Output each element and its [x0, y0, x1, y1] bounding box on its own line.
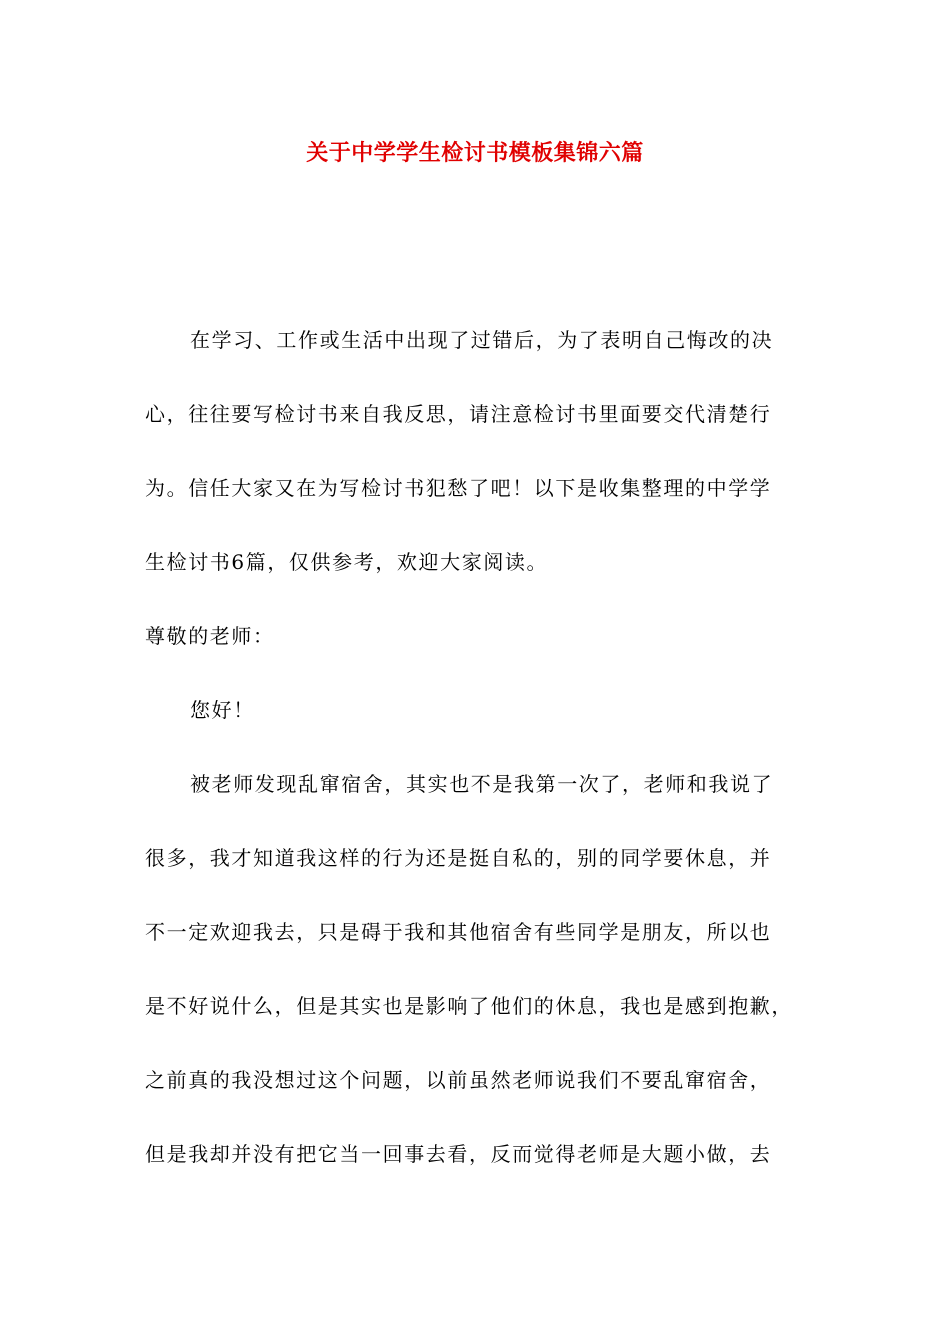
- salutation: 尊敬的老师：: [145, 624, 275, 648]
- paragraph-line: 很多，我才知道我这样的行为还是挺自私的，别的同学要休息，并: [145, 846, 772, 870]
- paragraph-line: 不一定欢迎我去，只是碍于我和其他宿舍有些同学是朋友，所以也: [145, 920, 772, 944]
- document-title: 关于中学学生检讨书模板集锦六篇: [306, 141, 644, 166]
- greeting: 您好！: [190, 698, 255, 722]
- paragraph-line: 生检讨书6篇，仅供参考，欢迎大家阅读。: [145, 550, 549, 574]
- paragraph-line: 但是我却并没有把它当一回事去看，反而觉得老师是大题小做，去: [145, 1142, 772, 1166]
- paragraph-line: 在学习、工作或生活中出现了过错后，为了表明自己悔改的决: [190, 328, 774, 352]
- paragraph-line: 为。信任大家又在为写检讨书犯愁了吧！以下是收集整理的中学学: [145, 476, 772, 500]
- paragraph-line: 心，往往要写检讨书来自我反思，请注意检讨书里面要交代清楚行: [145, 402, 772, 426]
- paragraph-line: 之前真的我没想过这个问题，以前虽然老师说我们不要乱窜宿舍，: [145, 1068, 772, 1092]
- paragraph-line: 是不好说什么，但是其实也是影响了他们的休息，我也是感到抱歉，: [145, 994, 793, 1018]
- paragraph-line: 被老师发现乱窜宿舍，其实也不是我第一次了，老师和我说了: [190, 772, 774, 796]
